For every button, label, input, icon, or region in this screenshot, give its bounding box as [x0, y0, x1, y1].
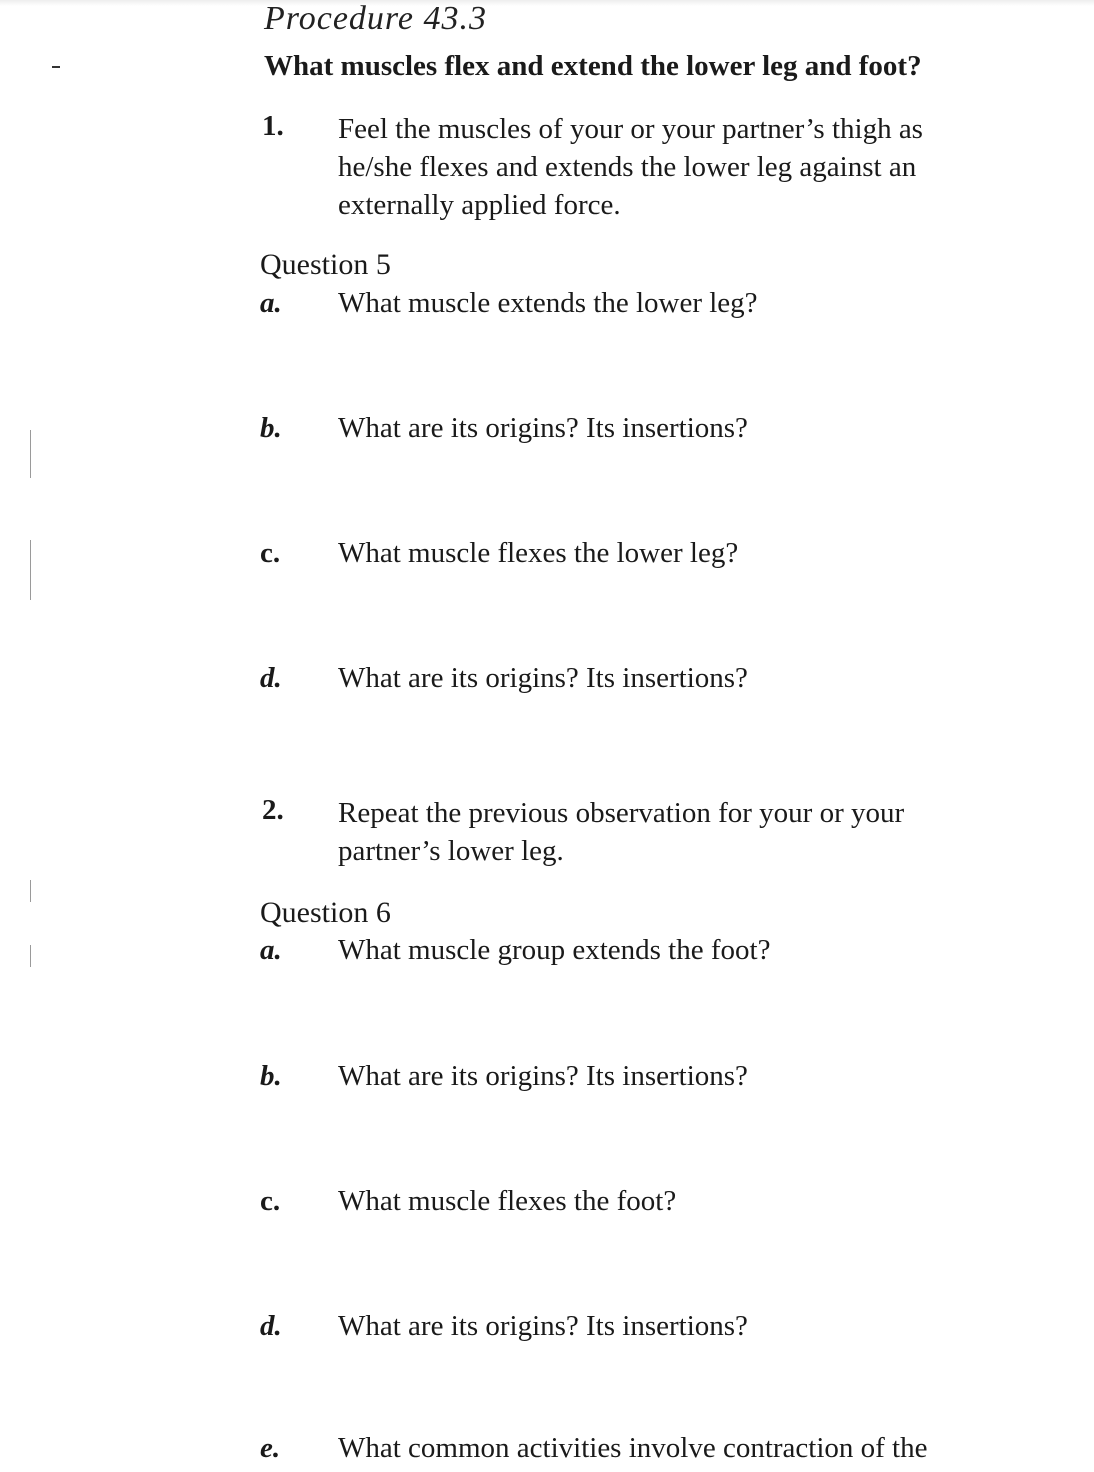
item-text: What muscle flexes the foot? [338, 1185, 677, 1217]
question-6-item-e [260, 1432, 1060, 1472]
item-text: What muscle group extends the foot? [338, 934, 771, 966]
item-text: What are its origins? Its insertions? [338, 1060, 748, 1092]
item-letter: e. [260, 1432, 281, 1464]
question-6-item-d [260, 1310, 1060, 1350]
item-letter: b. [260, 412, 282, 444]
question-6-item-c [260, 1185, 1060, 1225]
scan-margin-dash [52, 66, 60, 68]
item-text: What common activities involve contraction of the [338, 1432, 928, 1464]
item-text: What muscle flexes the lower leg? [338, 537, 739, 569]
step-number: 2. [262, 794, 284, 826]
step-text: Repeat the previous observation for your or your partner’s lower leg. [338, 797, 905, 867]
step-number: 1. [262, 110, 284, 142]
section-heading: What muscles flex and extend the lower leg and foot? [264, 50, 922, 82]
page-top-shadow [0, 0, 1094, 6]
item-letter: d. [260, 662, 282, 694]
scan-margin-mark [30, 540, 31, 600]
item-text: What are its origins? Its insertions? [338, 412, 748, 444]
question-5-item-b [260, 412, 1060, 452]
question-5-item-d [260, 662, 1060, 702]
question-6-title: Question 6 [260, 896, 391, 929]
question-5-item-a [260, 287, 1060, 327]
item-letter: b. [260, 1060, 282, 1092]
item-text: What muscle extends the lower leg? [338, 287, 758, 319]
scan-margin-mark [30, 945, 31, 967]
question-5-item-c [260, 537, 1060, 577]
item-letter: a. [260, 934, 282, 966]
item-text: What are its origins? Its insertions? [338, 662, 748, 694]
scan-margin-mark [30, 880, 31, 902]
item-letter: c. [260, 1185, 281, 1217]
item-letter: c. [260, 537, 281, 569]
item-letter: d. [260, 1310, 282, 1342]
item-text: What are its origins? Its insertions? [338, 1310, 748, 1342]
item-letter: a. [260, 287, 282, 319]
question-6-item-a [260, 934, 1060, 974]
question-5-title: Question 5 [260, 248, 391, 281]
question-6-item-b [260, 1060, 1060, 1100]
scan-margin-mark [30, 430, 31, 478]
step-text: Feel the muscles of your or your partner’s thigh as he/she flexes and extends the lower leg against an externally applied force. [338, 113, 923, 221]
procedure-title: Procedure 43.3 [264, 0, 487, 37]
